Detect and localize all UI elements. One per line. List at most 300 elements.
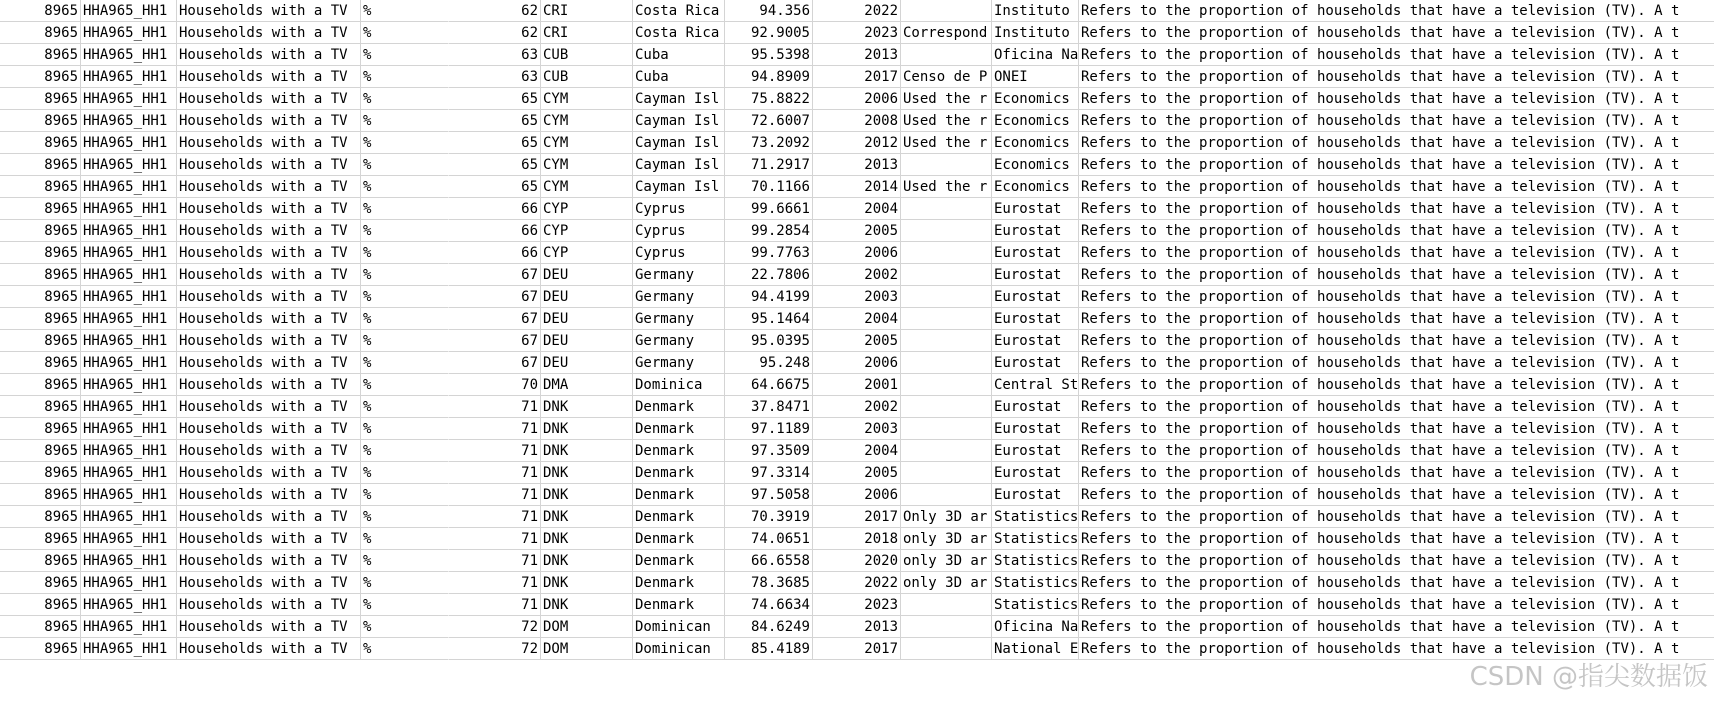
table-cell[interactable]: Refers to the proportion of households that have a television (TV). A t bbox=[1079, 550, 1714, 572]
table-cell[interactable]: 8965 bbox=[0, 308, 81, 330]
table-cell[interactable]: Refers to the proportion of households that have a television (TV). A t bbox=[1079, 308, 1714, 330]
table-cell[interactable]: Households with a TV bbox=[177, 528, 361, 550]
table-cell[interactable]: Households with a TV bbox=[177, 638, 361, 660]
table-cell[interactable]: DEU bbox=[541, 330, 633, 352]
table-cell[interactable]: Cyprus bbox=[633, 242, 725, 264]
table-cell[interactable]: Refers to the proportion of households that have a television (TV). A t bbox=[1079, 352, 1714, 374]
table-cell[interactable]: 22.7806 bbox=[725, 264, 813, 286]
table-cell[interactable]: Refers to the proportion of households that have a television (TV). A t bbox=[1079, 462, 1714, 484]
table-cell[interactable]: HHA965_HH1 bbox=[81, 0, 177, 22]
table-cell[interactable]: Correspond bbox=[901, 22, 992, 44]
table-cell[interactable]: 8965 bbox=[0, 264, 81, 286]
table-cell[interactable]: CYM bbox=[541, 88, 633, 110]
table-cell[interactable]: 37.8471 bbox=[725, 396, 813, 418]
table-cell[interactable]: 94.4199 bbox=[725, 286, 813, 308]
table-cell[interactable]: 65 bbox=[449, 154, 541, 176]
table-cell[interactable]: Denmark bbox=[633, 418, 725, 440]
table-cell[interactable]: DNK bbox=[541, 484, 633, 506]
table-cell[interactable]: 8965 bbox=[0, 154, 81, 176]
table-cell[interactable]: Households with a TV bbox=[177, 88, 361, 110]
table-cell[interactable]: 8965 bbox=[0, 440, 81, 462]
table-cell[interactable]: Refers to the proportion of households that have a television (TV). A t bbox=[1079, 88, 1714, 110]
table-cell[interactable] bbox=[901, 220, 992, 242]
table-cell[interactable]: 2022 bbox=[813, 0, 901, 22]
table-cell[interactable]: 94.356 bbox=[725, 0, 813, 22]
table-cell[interactable]: HHA965_HH1 bbox=[81, 110, 177, 132]
table-cell[interactable]: Refers to the proportion of households that have a television (TV). A t bbox=[1079, 594, 1714, 616]
table-cell[interactable]: % bbox=[361, 88, 449, 110]
table-cell[interactable]: 8965 bbox=[0, 220, 81, 242]
table-cell[interactable]: 71 bbox=[449, 594, 541, 616]
table-cell[interactable]: 92.9005 bbox=[725, 22, 813, 44]
table-cell[interactable]: 78.3685 bbox=[725, 572, 813, 594]
table-cell[interactable]: 2004 bbox=[813, 308, 901, 330]
table-cell[interactable]: CYM bbox=[541, 154, 633, 176]
table-cell[interactable]: Refers to the proportion of households that have a television (TV). A t bbox=[1079, 198, 1714, 220]
table-cell[interactable]: 2003 bbox=[813, 286, 901, 308]
table-cell[interactable]: Refers to the proportion of households that have a television (TV). A t bbox=[1079, 418, 1714, 440]
table-cell[interactable]: Eurostat bbox=[992, 396, 1079, 418]
table-cell[interactable]: Eurostat bbox=[992, 440, 1079, 462]
table-cell[interactable]: % bbox=[361, 110, 449, 132]
table-cell[interactable]: Households with a TV bbox=[177, 440, 361, 462]
table-cell[interactable]: HHA965_HH1 bbox=[81, 176, 177, 198]
table-cell[interactable]: Households with a TV bbox=[177, 286, 361, 308]
table-cell[interactable]: Households with a TV bbox=[177, 352, 361, 374]
table-cell[interactable]: 2014 bbox=[813, 176, 901, 198]
table-cell[interactable]: Used the r bbox=[901, 110, 992, 132]
table-cell[interactable]: 2002 bbox=[813, 396, 901, 418]
table-cell[interactable]: % bbox=[361, 484, 449, 506]
table-cell[interactable]: 74.6634 bbox=[725, 594, 813, 616]
table-cell[interactable]: Used the r bbox=[901, 176, 992, 198]
table-cell[interactable]: Eurostat bbox=[992, 242, 1079, 264]
table-cell[interactable]: DEU bbox=[541, 352, 633, 374]
table-cell[interactable]: Refers to the proportion of households that have a television (TV). A t bbox=[1079, 0, 1714, 22]
table-cell[interactable]: % bbox=[361, 66, 449, 88]
table-cell[interactable]: % bbox=[361, 176, 449, 198]
table-cell[interactable]: HHA965_HH1 bbox=[81, 220, 177, 242]
table-cell[interactable]: Refers to the proportion of households that have a television (TV). A t bbox=[1079, 264, 1714, 286]
table-cell[interactable]: HHA965_HH1 bbox=[81, 264, 177, 286]
table-cell[interactable]: 71 bbox=[449, 418, 541, 440]
table-cell[interactable]: 2017 bbox=[813, 66, 901, 88]
table-cell[interactable]: only 3D ar bbox=[901, 550, 992, 572]
table-cell[interactable]: 8965 bbox=[0, 330, 81, 352]
table-cell[interactable]: Households with a TV bbox=[177, 242, 361, 264]
table-cell[interactable]: % bbox=[361, 550, 449, 572]
table-cell[interactable]: 8965 bbox=[0, 176, 81, 198]
table-cell[interactable]: HHA965_HH1 bbox=[81, 616, 177, 638]
table-cell[interactable]: 67 bbox=[449, 330, 541, 352]
table-cell[interactable]: 70.3919 bbox=[725, 506, 813, 528]
table-cell[interactable]: 67 bbox=[449, 264, 541, 286]
table-cell[interactable]: Eurostat bbox=[992, 418, 1079, 440]
table-cell[interactable]: Germany bbox=[633, 352, 725, 374]
table-cell[interactable]: 2022 bbox=[813, 572, 901, 594]
table-cell[interactable]: Denmark bbox=[633, 550, 725, 572]
table-cell[interactable] bbox=[901, 484, 992, 506]
table-cell[interactable]: Denmark bbox=[633, 528, 725, 550]
table-cell[interactable]: 97.3314 bbox=[725, 462, 813, 484]
table-cell[interactable]: % bbox=[361, 0, 449, 22]
table-cell[interactable]: 8965 bbox=[0, 616, 81, 638]
table-cell[interactable]: HHA965_HH1 bbox=[81, 154, 177, 176]
table-cell[interactable]: 8965 bbox=[0, 638, 81, 660]
table-cell[interactable]: CYP bbox=[541, 220, 633, 242]
table-cell[interactable]: 71.2917 bbox=[725, 154, 813, 176]
table-cell[interactable]: Instituto bbox=[992, 22, 1079, 44]
table-cell[interactable]: Refers to the proportion of households that have a television (TV). A t bbox=[1079, 374, 1714, 396]
table-cell[interactable]: 8965 bbox=[0, 418, 81, 440]
table-cell[interactable]: ONEI bbox=[992, 66, 1079, 88]
table-cell[interactable]: 97.3509 bbox=[725, 440, 813, 462]
table-cell[interactable]: CUB bbox=[541, 66, 633, 88]
table-cell[interactable]: Used the r bbox=[901, 88, 992, 110]
table-cell[interactable]: 8965 bbox=[0, 132, 81, 154]
table-cell[interactable]: DNK bbox=[541, 440, 633, 462]
table-cell[interactable]: 8965 bbox=[0, 484, 81, 506]
table-cell[interactable]: Households with a TV bbox=[177, 506, 361, 528]
table-cell[interactable]: CUB bbox=[541, 44, 633, 66]
table-cell[interactable]: Statistics bbox=[992, 572, 1079, 594]
table-cell[interactable]: 8965 bbox=[0, 0, 81, 22]
table-cell[interactable]: 67 bbox=[449, 352, 541, 374]
table-cell[interactable]: Refers to the proportion of households that have a television (TV). A t bbox=[1079, 154, 1714, 176]
table-cell[interactable]: 95.248 bbox=[725, 352, 813, 374]
table-cell[interactable]: 2020 bbox=[813, 550, 901, 572]
table-cell[interactable]: Refers to the proportion of households that have a television (TV). A t bbox=[1079, 396, 1714, 418]
table-cell[interactable]: 70.1166 bbox=[725, 176, 813, 198]
table-cell[interactable]: 62 bbox=[449, 22, 541, 44]
table-cell[interactable]: Households with a TV bbox=[177, 616, 361, 638]
table-cell[interactable]: 8965 bbox=[0, 572, 81, 594]
table-cell[interactable]: 8965 bbox=[0, 550, 81, 572]
table-cell[interactable]: 2017 bbox=[813, 506, 901, 528]
table-cell[interactable]: Germany bbox=[633, 286, 725, 308]
table-cell[interactable]: Refers to the proportion of households that have a television (TV). A t bbox=[1079, 506, 1714, 528]
table-cell[interactable]: Denmark bbox=[633, 484, 725, 506]
table-cell[interactable]: % bbox=[361, 286, 449, 308]
table-cell[interactable]: 2012 bbox=[813, 132, 901, 154]
table-cell[interactable]: Households with a TV bbox=[177, 66, 361, 88]
table-cell[interactable]: Cayman Isl bbox=[633, 110, 725, 132]
table-cell[interactable]: Eurostat bbox=[992, 308, 1079, 330]
table-cell[interactable] bbox=[901, 396, 992, 418]
table-cell[interactable]: % bbox=[361, 44, 449, 66]
table-cell[interactable]: HHA965_HH1 bbox=[81, 286, 177, 308]
table-cell[interactable]: CYP bbox=[541, 242, 633, 264]
table-cell[interactable]: 67 bbox=[449, 308, 541, 330]
table-cell[interactable]: Refers to the proportion of households that have a television (TV). A t bbox=[1079, 572, 1714, 594]
table-cell[interactable]: Only 3D ar bbox=[901, 506, 992, 528]
table-cell[interactable]: % bbox=[361, 440, 449, 462]
table-cell[interactable]: Refers to the proportion of households that have a television (TV). A t bbox=[1079, 286, 1714, 308]
table-cell[interactable]: only 3D ar bbox=[901, 572, 992, 594]
table-cell[interactable]: 84.6249 bbox=[725, 616, 813, 638]
table-cell[interactable]: DEU bbox=[541, 264, 633, 286]
table-cell[interactable]: Costa Rica bbox=[633, 0, 725, 22]
table-cell[interactable]: Refers to the proportion of households that have a television (TV). A t bbox=[1079, 638, 1714, 660]
table-cell[interactable]: 8965 bbox=[0, 594, 81, 616]
table-cell[interactable]: Refers to the proportion of households that have a television (TV). A t bbox=[1079, 110, 1714, 132]
table-cell[interactable]: HHA965_HH1 bbox=[81, 352, 177, 374]
table-cell[interactable]: 2008 bbox=[813, 110, 901, 132]
table-cell[interactable]: DOM bbox=[541, 638, 633, 660]
table-cell[interactable]: CYM bbox=[541, 110, 633, 132]
table-cell[interactable]: 8965 bbox=[0, 22, 81, 44]
table-cell[interactable]: 2005 bbox=[813, 220, 901, 242]
table-cell[interactable] bbox=[901, 462, 992, 484]
table-cell[interactable]: HHA965_HH1 bbox=[81, 462, 177, 484]
table-cell[interactable]: 72 bbox=[449, 638, 541, 660]
table-cell[interactable]: 66 bbox=[449, 220, 541, 242]
table-cell[interactable]: DNK bbox=[541, 462, 633, 484]
table-cell[interactable]: Households with a TV bbox=[177, 154, 361, 176]
table-cell[interactable]: Dominican bbox=[633, 616, 725, 638]
table-cell[interactable]: 8965 bbox=[0, 528, 81, 550]
table-cell[interactable]: Households with a TV bbox=[177, 418, 361, 440]
table-cell[interactable]: 71 bbox=[449, 462, 541, 484]
table-cell[interactable]: HHA965_HH1 bbox=[81, 550, 177, 572]
table-cell[interactable]: % bbox=[361, 154, 449, 176]
table-cell[interactable]: Germany bbox=[633, 308, 725, 330]
table-cell[interactable]: % bbox=[361, 396, 449, 418]
table-cell[interactable]: 2017 bbox=[813, 638, 901, 660]
table-cell[interactable]: Refers to the proportion of households that have a television (TV). A t bbox=[1079, 484, 1714, 506]
table-cell[interactable]: 8965 bbox=[0, 242, 81, 264]
table-cell[interactable]: 72.6007 bbox=[725, 110, 813, 132]
table-cell[interactable] bbox=[901, 374, 992, 396]
table-cell[interactable]: Cayman Isl bbox=[633, 154, 725, 176]
table-cell[interactable]: 95.0395 bbox=[725, 330, 813, 352]
table-cell[interactable]: Dominica bbox=[633, 374, 725, 396]
table-cell[interactable]: 2018 bbox=[813, 528, 901, 550]
table-cell[interactable]: Refers to the proportion of households that have a television (TV). A t bbox=[1079, 22, 1714, 44]
table-cell[interactable]: Cuba bbox=[633, 44, 725, 66]
table-cell[interactable] bbox=[901, 440, 992, 462]
table-cell[interactable]: 71 bbox=[449, 550, 541, 572]
table-cell[interactable]: Households with a TV bbox=[177, 484, 361, 506]
table-cell[interactable]: Used the r bbox=[901, 132, 992, 154]
table-cell[interactable]: Refers to the proportion of households that have a television (TV). A t bbox=[1079, 440, 1714, 462]
table-cell[interactable]: Households with a TV bbox=[177, 44, 361, 66]
table-cell[interactable]: 97.1189 bbox=[725, 418, 813, 440]
table-cell[interactable] bbox=[901, 638, 992, 660]
table-cell[interactable]: Statistics bbox=[992, 506, 1079, 528]
table-cell[interactable] bbox=[901, 44, 992, 66]
table-cell[interactable]: Denmark bbox=[633, 572, 725, 594]
table-cell[interactable]: DNK bbox=[541, 506, 633, 528]
table-cell[interactable] bbox=[901, 242, 992, 264]
table-cell[interactable]: 2013 bbox=[813, 616, 901, 638]
table-cell[interactable]: 2013 bbox=[813, 44, 901, 66]
table-cell[interactable]: Denmark bbox=[633, 440, 725, 462]
table-cell[interactable]: HHA965_HH1 bbox=[81, 418, 177, 440]
table-cell[interactable] bbox=[901, 352, 992, 374]
table-cell[interactable]: 85.4189 bbox=[725, 638, 813, 660]
table-cell[interactable]: % bbox=[361, 132, 449, 154]
table-cell[interactable]: 8965 bbox=[0, 110, 81, 132]
table-cell[interactable]: Denmark bbox=[633, 594, 725, 616]
table-cell[interactable]: 75.8822 bbox=[725, 88, 813, 110]
table-cell[interactable]: Refers to the proportion of households that have a television (TV). A t bbox=[1079, 616, 1714, 638]
table-cell[interactable]: 8965 bbox=[0, 198, 81, 220]
table-cell[interactable]: 8965 bbox=[0, 396, 81, 418]
table-cell[interactable]: 97.5058 bbox=[725, 484, 813, 506]
table-cell[interactable]: Denmark bbox=[633, 396, 725, 418]
table-cell[interactable]: 65 bbox=[449, 110, 541, 132]
table-cell[interactable]: 2013 bbox=[813, 154, 901, 176]
table-cell[interactable]: 2023 bbox=[813, 22, 901, 44]
table-cell[interactable]: % bbox=[361, 418, 449, 440]
table-cell[interactable]: 65 bbox=[449, 88, 541, 110]
table-cell[interactable]: 70 bbox=[449, 374, 541, 396]
table-cell[interactable]: Central St bbox=[992, 374, 1079, 396]
table-cell[interactable] bbox=[901, 198, 992, 220]
table-cell[interactable]: Eurostat bbox=[992, 330, 1079, 352]
table-cell[interactable]: Dominican bbox=[633, 638, 725, 660]
table-cell[interactable]: Cyprus bbox=[633, 198, 725, 220]
table-cell[interactable] bbox=[901, 286, 992, 308]
table-cell[interactable] bbox=[901, 154, 992, 176]
table-cell[interactable]: DNK bbox=[541, 594, 633, 616]
table-cell[interactable]: DNK bbox=[541, 550, 633, 572]
table-cell[interactable]: Denmark bbox=[633, 462, 725, 484]
table-cell[interactable]: HHA965_HH1 bbox=[81, 506, 177, 528]
table-cell[interactable]: Economics bbox=[992, 88, 1079, 110]
table-cell[interactable]: Germany bbox=[633, 264, 725, 286]
table-cell[interactable]: Oficina Na bbox=[992, 44, 1079, 66]
table-cell[interactable]: Censo de P bbox=[901, 66, 992, 88]
table-cell[interactable]: % bbox=[361, 462, 449, 484]
table-cell[interactable]: Refers to the proportion of households that have a television (TV). A t bbox=[1079, 528, 1714, 550]
table-cell[interactable]: 2023 bbox=[813, 594, 901, 616]
table-cell[interactable]: Statistics bbox=[992, 550, 1079, 572]
table-cell[interactable]: Refers to the proportion of households that have a television (TV). A t bbox=[1079, 66, 1714, 88]
table-cell[interactable]: DNK bbox=[541, 572, 633, 594]
table-cell[interactable]: CRI bbox=[541, 22, 633, 44]
table-cell[interactable]: Households with a TV bbox=[177, 0, 361, 22]
table-cell[interactable]: Refers to the proportion of households that have a television (TV). A t bbox=[1079, 44, 1714, 66]
table-cell[interactable]: Households with a TV bbox=[177, 396, 361, 418]
table-cell[interactable]: HHA965_HH1 bbox=[81, 638, 177, 660]
table-cell[interactable]: 71 bbox=[449, 572, 541, 594]
table-cell[interactable]: HHA965_HH1 bbox=[81, 242, 177, 264]
table-cell[interactable]: 64.6675 bbox=[725, 374, 813, 396]
table-cell[interactable]: % bbox=[361, 638, 449, 660]
table-cell[interactable]: 2004 bbox=[813, 440, 901, 462]
table-cell[interactable]: Households with a TV bbox=[177, 572, 361, 594]
table-cell[interactable]: DOM bbox=[541, 616, 633, 638]
table-cell[interactable]: 8965 bbox=[0, 286, 81, 308]
table-cell[interactable]: Oficina Na bbox=[992, 616, 1079, 638]
table-cell[interactable] bbox=[901, 418, 992, 440]
table-cell[interactable]: only 3D ar bbox=[901, 528, 992, 550]
table-cell[interactable]: Instituto bbox=[992, 0, 1079, 22]
table-cell[interactable]: HHA965_HH1 bbox=[81, 374, 177, 396]
table-cell[interactable]: Households with a TV bbox=[177, 462, 361, 484]
table-cell[interactable]: Germany bbox=[633, 330, 725, 352]
table-cell[interactable]: Economics bbox=[992, 154, 1079, 176]
table-cell[interactable]: Statistics bbox=[992, 594, 1079, 616]
table-cell[interactable]: HHA965_HH1 bbox=[81, 132, 177, 154]
table-cell[interactable]: Cayman Isl bbox=[633, 176, 725, 198]
table-cell[interactable] bbox=[901, 330, 992, 352]
table-cell[interactable]: DNK bbox=[541, 418, 633, 440]
table-cell[interactable]: Cyprus bbox=[633, 220, 725, 242]
table-cell[interactable]: HHA965_HH1 bbox=[81, 594, 177, 616]
table-cell[interactable]: % bbox=[361, 374, 449, 396]
table-cell[interactable]: Refers to the proportion of households that have a television (TV). A t bbox=[1079, 132, 1714, 154]
table-cell[interactable]: % bbox=[361, 198, 449, 220]
table-cell[interactable]: Economics bbox=[992, 132, 1079, 154]
table-cell[interactable]: 8965 bbox=[0, 88, 81, 110]
table-cell[interactable]: Households with a TV bbox=[177, 176, 361, 198]
table-cell[interactable]: HHA965_HH1 bbox=[81, 198, 177, 220]
table-cell[interactable]: Households with a TV bbox=[177, 132, 361, 154]
table-cell[interactable]: Households with a TV bbox=[177, 308, 361, 330]
table-cell[interactable]: Cuba bbox=[633, 66, 725, 88]
table-cell[interactable]: Households with a TV bbox=[177, 110, 361, 132]
table-cell[interactable]: CRI bbox=[541, 0, 633, 22]
table-cell[interactable]: HHA965_HH1 bbox=[81, 88, 177, 110]
table-cell[interactable]: % bbox=[361, 308, 449, 330]
table-cell[interactable]: CYM bbox=[541, 132, 633, 154]
table-cell[interactable]: 2001 bbox=[813, 374, 901, 396]
table-cell[interactable]: 67 bbox=[449, 286, 541, 308]
table-cell[interactable]: 71 bbox=[449, 506, 541, 528]
table-cell[interactable] bbox=[901, 264, 992, 286]
table-cell[interactable]: Costa Rica bbox=[633, 22, 725, 44]
table-cell[interactable]: HHA965_HH1 bbox=[81, 330, 177, 352]
table-cell[interactable]: Denmark bbox=[633, 506, 725, 528]
table-cell[interactable]: Eurostat bbox=[992, 264, 1079, 286]
table-cell[interactable]: Eurostat bbox=[992, 462, 1079, 484]
table-cell[interactable]: 95.5398 bbox=[725, 44, 813, 66]
table-cell[interactable]: 63 bbox=[449, 66, 541, 88]
table-cell[interactable]: 2006 bbox=[813, 242, 901, 264]
table-cell[interactable] bbox=[901, 308, 992, 330]
table-cell[interactable]: Eurostat bbox=[992, 220, 1079, 242]
table-cell[interactable]: Households with a TV bbox=[177, 198, 361, 220]
table-cell[interactable]: % bbox=[361, 572, 449, 594]
table-cell[interactable]: Households with a TV bbox=[177, 374, 361, 396]
table-cell[interactable]: CYP bbox=[541, 198, 633, 220]
table-cell[interactable] bbox=[901, 616, 992, 638]
table-cell[interactable]: Refers to the proportion of households that have a television (TV). A t bbox=[1079, 242, 1714, 264]
table-cell[interactable]: 2004 bbox=[813, 198, 901, 220]
table-cell[interactable]: % bbox=[361, 352, 449, 374]
table-cell[interactable]: 94.8909 bbox=[725, 66, 813, 88]
table-cell[interactable]: Households with a TV bbox=[177, 330, 361, 352]
table-cell[interactable]: 2006 bbox=[813, 352, 901, 374]
table-cell[interactable]: 2003 bbox=[813, 418, 901, 440]
table-cell[interactable]: Households with a TV bbox=[177, 594, 361, 616]
table-cell[interactable]: 62 bbox=[449, 0, 541, 22]
table-cell[interactable]: Refers to the proportion of households that have a television (TV). A t bbox=[1079, 330, 1714, 352]
table-cell[interactable]: 74.0651 bbox=[725, 528, 813, 550]
table-cell[interactable]: HHA965_HH1 bbox=[81, 440, 177, 462]
table-cell[interactable]: HHA965_HH1 bbox=[81, 44, 177, 66]
table-cell[interactable]: Cayman Isl bbox=[633, 88, 725, 110]
table-cell[interactable] bbox=[901, 0, 992, 22]
table-cell[interactable]: Economics bbox=[992, 176, 1079, 198]
table-cell[interactable]: Refers to the proportion of households that have a television (TV). A t bbox=[1079, 220, 1714, 242]
table-cell[interactable]: 66.6558 bbox=[725, 550, 813, 572]
table-cell[interactable]: 73.2092 bbox=[725, 132, 813, 154]
table-cell[interactable]: % bbox=[361, 594, 449, 616]
